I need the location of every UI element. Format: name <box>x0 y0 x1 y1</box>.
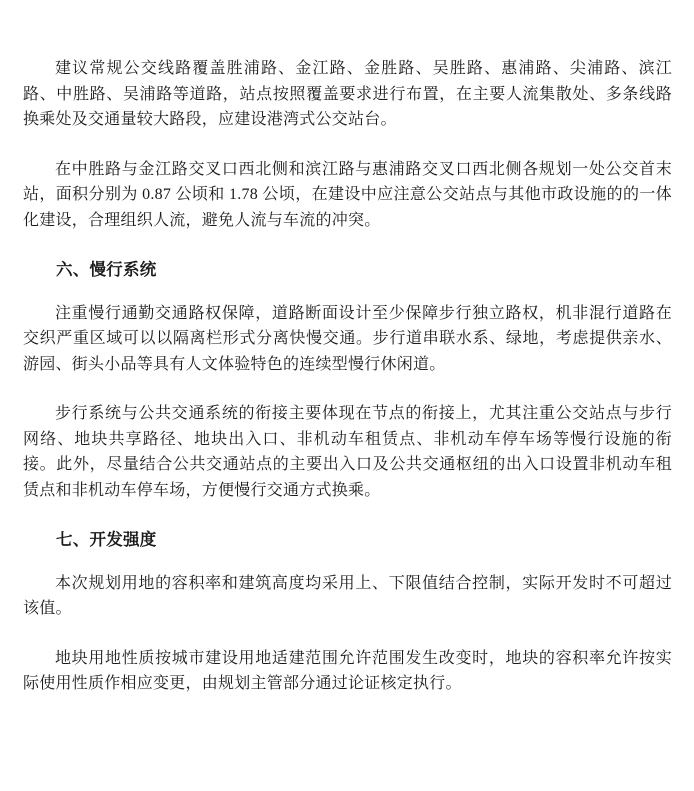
section-heading: 七、开发强度 <box>56 530 157 549</box>
document-body <box>23 56 672 697</box>
section-heading: 六、慢行系统 <box>56 260 157 279</box>
body-paragraph: 建议常规公交线路覆盖胜浦路、金江路、金胜路、吴胜路、惠浦路、尖浦路、滨江路、中胜路、吴浦路等道路，站点按照覆盖要求进行布置，在主要人流集散处、多条线路换乘处及交通量较大路段，应建设港湾式公交站台。 <box>23 60 672 128</box>
body-paragraph: 本次规划用地的容积率和建筑高度均采用上、下限值结合控制，实际开发时不可超过该值。 <box>23 574 672 617</box>
body-paragraph: 步行系统与公共交通系统的衔接主要体现在节点的衔接上，尤其注重公交站点与步行网络、地块共享路径、地块出入口、非机动车租赁点、非机动车停车场等慢行设施的衔接。此外，尽量结合公共交通站点的主要出入口及公共交通枢纽的出入口设置非机动车租赁点和非机动车停车场，方便慢行交通方式换乘。 <box>23 405 672 499</box>
body-paragraph: 在中胜路与金江路交叉口西北侧和滨江路与惠浦路交叉口西北侧各规划一处公交首末站，面积分别为 0.87 公顷和 1.78 公顷，在建设中应注意公交站点与其他市政设施的的一体化建设，合理组织人流，避免人流与车流的冲突。 <box>23 160 672 229</box>
body-paragraph: 注重慢行通勤交通路权保障，道路断面设计至少保障步行独立路权，机非混行道路在交织严重区域可以以隔离栏形式分离快慢交通。步行道串联水系、绿地，考虑提供亲水、游园、街头小品等具有人文体验特色的连续型慢行休闲道。 <box>23 304 672 373</box>
body-paragraph: 地块用地性质按城市建设用地适建范围允许范围发生改变时，地块的容积率允许按实际使用性质作相应变更，由规划主管部分通过论证核定执行。 <box>23 649 672 692</box>
